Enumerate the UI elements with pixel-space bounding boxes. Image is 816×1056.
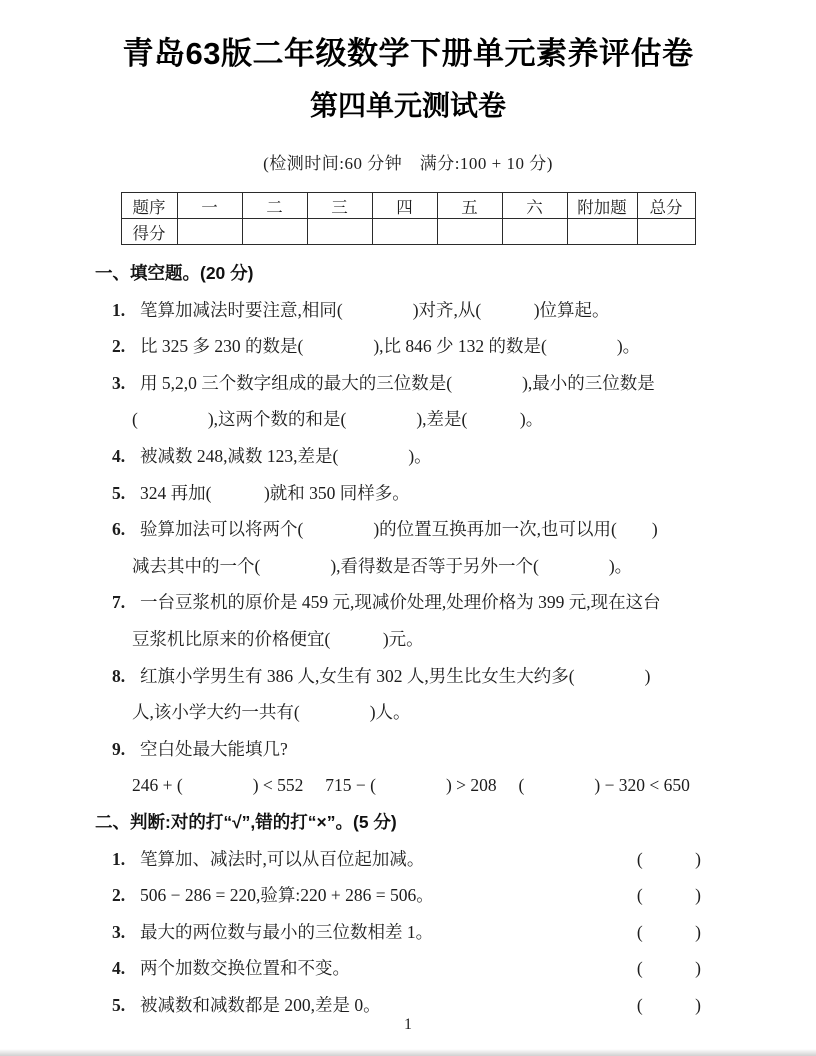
header-cell-bonus: 附加题 [567, 193, 637, 219]
question-number: 8. [112, 665, 126, 686]
answer-blank: ( ) [636, 885, 701, 906]
paper-body [95, 255, 701, 1023]
judge-question-2 [95, 877, 701, 914]
answer-blank: ( ) [636, 848, 701, 869]
section2-heading: 二、判断:对的打“√”,错的打“×”。(5 分) [95, 811, 397, 832]
header-cell-6: 六 [502, 193, 567, 219]
header-cell-question-order: 题序 [121, 193, 177, 219]
score-cell [637, 219, 695, 245]
question-text: 用 5,2,0 三个数字组成的最大的三位数是( ),最小的三位数是 [140, 372, 655, 393]
question-number: 4. [112, 958, 126, 979]
question-text: 验算加法可以将两个( )的位置互换再加一次,也可以用( ) [140, 519, 658, 540]
question-text: 一台豆浆机的原价是 459 元,现减价处理,处理价格为 399 元,现在这台 [140, 592, 661, 613]
page-number: 1 [404, 1016, 412, 1033]
score-table [121, 192, 696, 245]
section1-heading: 一、填空题。(20 分) [95, 263, 254, 283]
score-cell [372, 219, 437, 245]
header-cell-1: 一 [177, 193, 242, 219]
fill-in-question-3 [95, 365, 701, 438]
question-number: 4. [112, 445, 126, 466]
score-cell [567, 219, 637, 245]
question-text: 506 − 286 = 220,验算:220 + 286 = 506。 [140, 885, 434, 906]
question-number: 5. [112, 482, 126, 503]
header-cell-5: 五 [437, 193, 502, 219]
judge-question-3 [95, 914, 701, 951]
question-number: 3. [112, 921, 126, 942]
question-number: 2. [112, 885, 126, 906]
question-text: 两个加数交换位置和不变。 [140, 958, 350, 979]
fill-in-question-4 [95, 438, 701, 475]
question-text: 笔算加、减法时,可以从百位起加减。 [140, 848, 425, 869]
question-number: 3. [112, 372, 126, 393]
judge-question-1 [95, 841, 701, 878]
question-number: 6. [112, 519, 126, 540]
question-text: 红旗小学男生有 386 人,女生有 302 人,男生比女生大约多( ) [140, 665, 651, 686]
score-table-score-row [121, 219, 695, 245]
question-number: 7. [112, 592, 126, 613]
header-cell-2: 二 [242, 193, 307, 219]
paper-subtitle: 第四单元测试卷 [309, 90, 506, 121]
question-text-line2: 豆浆机比原来的价格便宜( )元。 [132, 628, 424, 649]
judge-question-4 [95, 950, 701, 987]
fill-in-question-1 [95, 292, 701, 329]
score-cell [437, 219, 502, 245]
answer-blank: ( ) [636, 921, 701, 942]
header-cell-4: 四 [372, 193, 437, 219]
question-text: 324 再加( )就和 350 同样多。 [140, 482, 410, 503]
question-text-line2: 人,该小学大约一共有( )人。 [132, 702, 411, 723]
answer-blank: ( ) [636, 994, 701, 1015]
answer-blank: ( ) [636, 958, 701, 979]
question-text-line2: ( ),这两个数的和是( ),差是( )。 [132, 409, 544, 430]
question-expression-line: 246 + ( ) < 552 715 − ( ) > 208 ( ) − 320 < 650 [132, 775, 690, 796]
exam-info-line: (检测时间:60 分钟 满分:100 + 10 分) [263, 154, 553, 173]
fill-in-question-8 [95, 658, 701, 731]
question-text: 最大的两位数与最小的三位数相差 1。 [140, 921, 434, 942]
question-number: 2. [112, 336, 126, 357]
header-cell-total: 总分 [637, 193, 695, 219]
paper-title: 青岛63版二年级数学下册单元素养评估卷 [122, 36, 694, 71]
question-text: 被减数和减数都是 200,差是 0。 [140, 994, 381, 1015]
score-table-header-row [121, 193, 695, 219]
fill-in-question-9 [95, 731, 701, 804]
fill-in-question-7 [95, 584, 701, 657]
fill-in-question-5 [95, 475, 701, 512]
question-number: 1. [112, 848, 126, 869]
question-number: 9. [112, 738, 126, 759]
score-cell [177, 219, 242, 245]
header-cell-3: 三 [307, 193, 372, 219]
question-text: 被减数 248,减数 123,差是( )。 [140, 445, 432, 466]
question-number: 1. [112, 299, 126, 320]
question-text-line2: 减去其中的一个( ),看得数是否等于另外一个( )。 [132, 555, 633, 576]
score-row-label: 得分 [121, 219, 177, 245]
score-cell [307, 219, 372, 245]
score-cell [502, 219, 567, 245]
score-cell [242, 219, 307, 245]
fill-in-question-6 [95, 511, 701, 584]
fill-in-question-2 [95, 328, 701, 365]
scan-bottom-edge [0, 1049, 816, 1056]
question-text: 空白处最大能填几? [140, 738, 288, 759]
question-number: 5. [112, 994, 126, 1015]
question-text: 比 325 多 230 的数是( ),比 846 少 132 的数是( )。 [140, 336, 641, 357]
question-text: 笔算加减法时要注意,相同( )对齐,从( )位算起。 [140, 299, 610, 320]
